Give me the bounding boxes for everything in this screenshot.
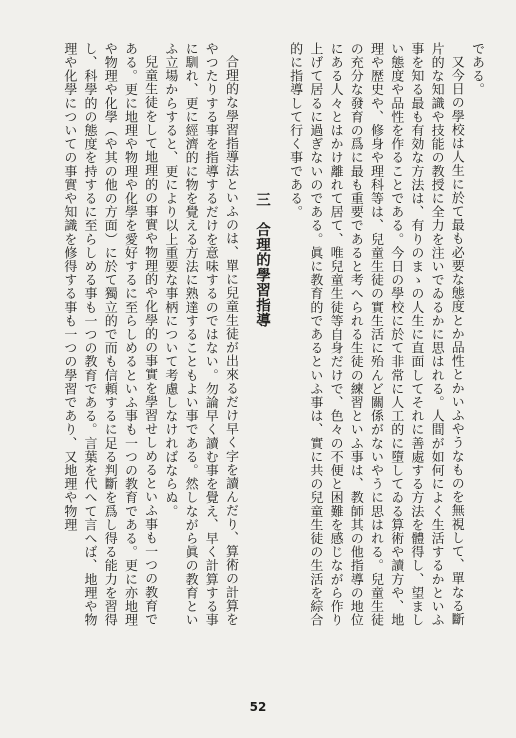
page-number: 52 [249, 700, 267, 714]
vertical-text-body [26, 42, 486, 638]
paragraph-continuation: である。 [469, 42, 484, 97]
section-heading [240, 42, 284, 638]
paragraph: 又今日の學校は人生に於て最も必要な態度とか品性とかいふやうなものを無視して、單なる斷片的な知識や技能の教授に全力を注いでゐるかに思はれる。人間が如何によく生活するかといふ事を知る最も有効な方法は、有りのまゝの人生に直面してそれに善處する方法を體得し、望ましい態度や品性を作ることである。今日の學校に於て非常に人工的に墮してゐる算術や讀方や、地理や歴史や、修身や理科等は、兒童生徒の實生活に殆んど關係がないやうに思はれる。兒童生徒の充分な發育の爲に最も重要であると考へられる生徒の練習といふ事は、教師其の他指導の地位にある人々とはかけ離れて居て、唯兒童生徒等自身だけで、色々の不便と困難を感じながら作り上げて居るに過ぎないのである。眞に教育的であるといふ事は、實に共の兒童生徒の生活を綜合的に指導して行く事である。 [287, 42, 464, 627]
section-title: 合理的學習指導 [253, 222, 270, 328]
paragraph: 兒童生徒をして地理的の事實や物理的や化學的の事實を學習せしめるといふ事も一つの教育である。更に地理や物理や化學を愛好するに至らしめるといふ事も一つの教育である。更に亦地理や物理や化學（や其の他の方面）に於て獨立的で而も信頼するに足る判斷を爲し得る能力を習得し、科學的の態度を持するに至らしめる事も一つの教育である。言葉を代へて言へば、地理や物理や化學についての事實や知識を修得する事も一つの學習であり、又地理や物理 [61, 42, 158, 627]
paragraph: 合理的な學習指導法といふのは、單に兒童生徒が出來るだけ早く字を讀んだり、算術の計算をやつたりする事を指導するだけを意味するのではない。勿論早く讀む事を覺え、早く計算する事に馴れ、更に經濟的に物を覺える方法に熟達することもよい事である。然しながら眞の教育といふ立場からすると、更により以上重要な事柄について考慮しなければならぬ。 [162, 42, 238, 627]
section-number: 三 [253, 192, 270, 208]
